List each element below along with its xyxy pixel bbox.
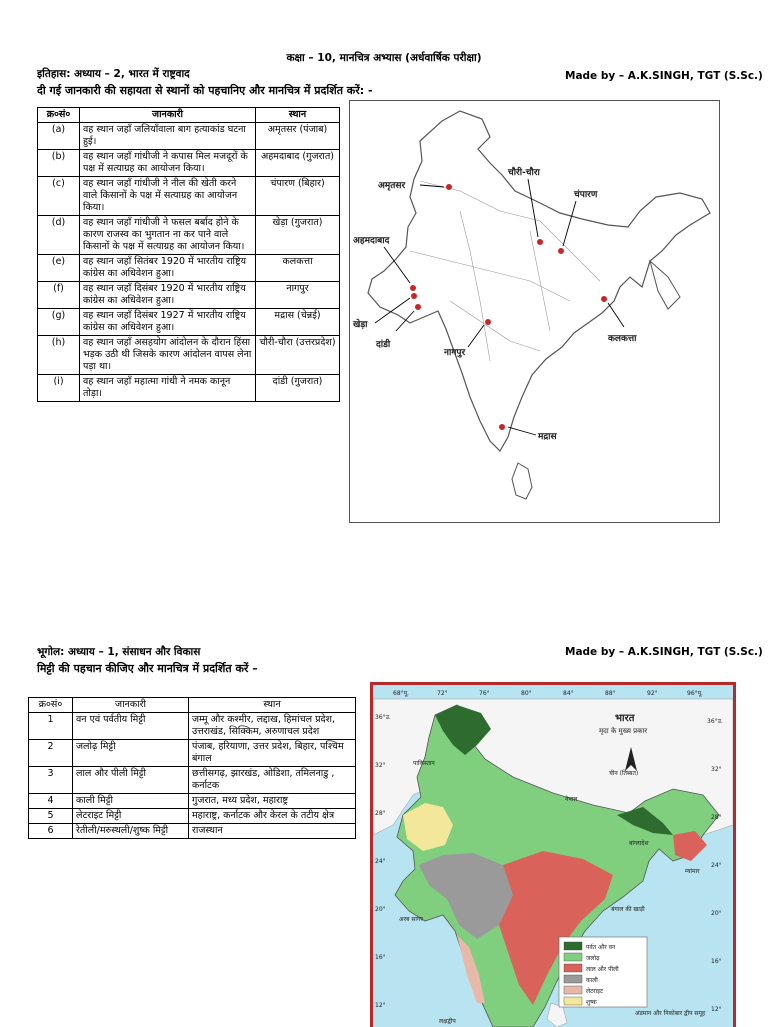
table-row: [38, 255, 340, 282]
row-place: पंजाब, हरियाणा, उत्तर प्रदेश, बिहार, पश्चिम बंगाल: [189, 740, 356, 767]
header-place: स्थान: [189, 698, 356, 713]
right-tick: 12°: [711, 1006, 722, 1013]
row-sn: (b): [38, 150, 80, 177]
header-place: स्थान: [256, 108, 340, 123]
dot-ahmedabad: [410, 285, 416, 291]
dot-kheda: [411, 293, 417, 299]
row-info: वह स्थान जहाँ महात्मा गांधी ने नमक कानून तोड़ा।: [80, 375, 256, 402]
label-madras: मद्रास: [538, 432, 557, 442]
right-tick: 32°: [711, 766, 722, 773]
table-row: [38, 177, 340, 216]
label-amritsar: अमृतसर: [378, 181, 406, 191]
table-row: [38, 309, 340, 336]
dot-chauri: [537, 239, 543, 245]
table-row: [29, 824, 356, 839]
left-tick: 36°उ.: [375, 714, 391, 721]
label-champaran: चंपारण: [574, 190, 598, 200]
table-row: [29, 767, 356, 794]
india-outline-svg: [350, 101, 719, 522]
row-place: मद्रास (चेन्नई): [256, 309, 340, 336]
row-sn: (i): [38, 375, 80, 402]
label-bangladesh: बांग्लादेश: [629, 840, 649, 847]
row-place: गुजरात, मध्य प्रदेश, महाराष्ट्र: [189, 794, 356, 809]
row-place: छत्तीसगढ़, झारखंड, ओडिशा, तमिलनाडु , कर्नाटक: [189, 767, 356, 794]
top-tick: 68°पू.: [393, 690, 409, 697]
left-tick: 28°: [375, 810, 386, 817]
geography-instruction: मिट्टी की पहचान कीजिए और मानचित्र में प्रदर्शित करें –: [37, 662, 258, 675]
header-info: जानकारी: [80, 108, 256, 123]
row-info: लाल और पीली मिट्टी: [73, 767, 189, 794]
right-tick: 20°: [711, 910, 722, 917]
row-place: चंपारण (बिहार): [256, 177, 340, 216]
row-info: वह स्थान जहाँ असहयोग आंदोलन के दौरान हिंसा भड़क उठी थी जिसके कारण आंदोलन वापस लेना पड़ा था।: [80, 336, 256, 375]
page-title: कक्षा – 10, मानचित्र अभ्यास (अर्धवार्षिक परीक्षा): [286, 52, 482, 64]
label-kheda: खेड़ा: [353, 320, 368, 330]
right-tick: 36°उ.: [707, 718, 723, 725]
dot-dandi: [415, 304, 421, 310]
row-place: जम्मू और कश्मीर, लद्दाख, हिमांचल प्रदेश, उत्तराखंड, सिक्किम, अरुणाचल प्रदेश: [189, 713, 356, 740]
label-chauri: चौरी-चौरा: [508, 168, 540, 178]
row-sn: 2: [29, 740, 73, 767]
dot-nagpur: [485, 319, 491, 325]
legend-swatch: [564, 997, 582, 1005]
label-myanmar: म्यांमार: [685, 868, 700, 875]
row-place: महाराष्ट्र, कर्नाटक और केरल के तटीय क्षेत्र: [189, 809, 356, 824]
soil-map-subtitle: मृदा के मुख्य प्रकार: [599, 727, 648, 735]
top-tick: 88°: [605, 690, 616, 697]
soil-table: [28, 697, 356, 839]
table-row: [38, 123, 340, 150]
row-info: वह स्थान जहाँ जलियाँवाला बाग हत्याकांड घटना हुई।: [80, 123, 256, 150]
row-place: चौरी-चौरा (उत्तरप्रदेश): [256, 336, 340, 375]
table-row: [38, 282, 340, 309]
row-place: दांडी (गुजरात): [256, 375, 340, 402]
left-tick: 16°: [375, 954, 386, 961]
top-tick: 92°: [647, 690, 658, 697]
left-tick: 12°: [375, 1002, 386, 1009]
row-info: वह स्थान जहाँ सितंबर 1920 में भारतीय राष्ट्रिय कांग्रेस का अधिवेशन हुआ।: [80, 255, 256, 282]
table-row: [38, 216, 340, 255]
soil-map: [370, 682, 736, 1027]
label-andaman: अंडमान और निकोबार द्वीप समूह: [635, 1010, 706, 1017]
row-info: जलोढ़ मिट्टी: [73, 740, 189, 767]
table-row: [29, 740, 356, 767]
row-place: कलकत्ता: [256, 255, 340, 282]
legend-label: लेटराइट: [586, 988, 604, 995]
row-info: वह स्थान जहाँ दिसंबर 1927 में भारतीय राष्ट्रिय कांग्रेस का अधिवेशन हुआ।: [80, 309, 256, 336]
row-sn: (h): [38, 336, 80, 375]
table-header-row: [38, 108, 340, 123]
soil-map-title: भारत: [615, 713, 635, 724]
row-sn: (g): [38, 309, 80, 336]
top-tick: 96°पू.: [687, 690, 703, 697]
legend-swatch: [564, 964, 582, 972]
legend-label: शुष्क: [586, 999, 597, 1006]
label-nagpur: नागपुर: [444, 348, 466, 358]
row-info: रेतीली/मरुस्थली/शुष्क मिट्टी: [73, 824, 189, 839]
label-arabian-sea: अरब सागर: [399, 916, 423, 923]
history-section-title: इतिहास: अध्याय – 2, भारत में राष्ट्रवाद: [37, 68, 190, 80]
legend-label: लाल और पीली: [586, 966, 619, 973]
header-sn: क्र०सं०: [29, 698, 73, 713]
row-place: अमृतसर (पंजाब): [256, 123, 340, 150]
label-nepal: नेपाल: [565, 796, 578, 803]
table-row: [38, 336, 340, 375]
right-tick: 16°: [711, 958, 722, 965]
table-row: [38, 150, 340, 177]
top-tick: 84°: [563, 690, 574, 697]
table-header-row: [29, 698, 356, 713]
label-ahmedabad: अहमदाबाद: [353, 236, 390, 246]
table-row: [38, 375, 340, 402]
right-tick: 28°: [711, 814, 722, 821]
row-sn: (d): [38, 216, 80, 255]
top-tick: 72°: [437, 690, 448, 697]
legend-swatch: [564, 986, 582, 994]
top-tick: 76°: [479, 690, 490, 697]
soil-legend: [559, 937, 647, 1007]
row-place: खेड़ा (गुजरात): [256, 216, 340, 255]
legend-label: पर्वत और वन: [586, 944, 616, 951]
row-sn: (f): [38, 282, 80, 309]
row-info: वह स्थान जहाँ गांधीजी ने नील की खेती करने वाले किसानों के पक्ष में सत्याग्रह का आयोजन किया।: [80, 177, 256, 216]
dot-amritsar: [446, 184, 452, 190]
geography-made-by: Made by – A.K.SINGH, TGT (S.Sc.): [565, 646, 763, 658]
row-sn: (a): [38, 123, 80, 150]
row-info: वह स्थान जहाँ गांधीजी ने कपास मिल मजदूरों के पक्ष में सत्याग्रह का आयोजन किया।: [80, 150, 256, 177]
history-table: [37, 107, 340, 402]
label-pakistan: पाकिस्तान: [413, 760, 435, 767]
label-dandi: दांडी: [376, 340, 391, 350]
dot-champaran: [558, 248, 564, 254]
row-sn: 3: [29, 767, 73, 794]
geography-section-title: भूगोल: अध्याय – 1, संसाधन और विकास: [37, 646, 201, 658]
header-info: जानकारी: [73, 698, 189, 713]
row-sn: 6: [29, 824, 73, 839]
legend-swatch: [564, 975, 582, 983]
right-tick: 24°: [711, 862, 722, 869]
row-sn: 1: [29, 713, 73, 740]
row-place: नागपुर: [256, 282, 340, 309]
legend-label: काली: [586, 977, 598, 984]
label-lakshadweep: लक्षद्वीप: [439, 1018, 456, 1025]
label-bay-of-bengal: बंगाल की खाड़ी: [611, 906, 645, 913]
legend-swatch: [564, 953, 582, 961]
row-sn: 4: [29, 794, 73, 809]
table-row: [29, 809, 356, 824]
legend-label: जलोढ़: [586, 955, 600, 962]
row-place: राजस्थान: [189, 824, 356, 839]
row-info: वह स्थान जहाँ गांधीजी ने फसल बर्बाद होने के कारण राजस्व का भुगतान ना कर पाने वाले किसानों के पक्ष में सत्याग्रह का आयोजन किया।: [80, 216, 256, 255]
table-row: [29, 794, 356, 809]
top-tick: 80°: [521, 690, 532, 697]
row-sn: (e): [38, 255, 80, 282]
dot-madras: [499, 424, 505, 430]
legend-swatch: [564, 942, 582, 950]
row-place: अहमदाबाद (गुजरात): [256, 150, 340, 177]
table-row: [29, 713, 356, 740]
label-china: चीन (तिब्बत): [609, 770, 639, 777]
history-instruction: दी गई जानकारी की सहायता से स्थानों को पहचानिए और मानचित्र में प्रदर्शित करें: -: [37, 84, 373, 97]
left-tick: 32°: [375, 762, 386, 769]
left-tick: 20°: [375, 906, 386, 913]
label-kolkata: कलकत्ता: [608, 334, 637, 344]
row-sn: (c): [38, 177, 80, 216]
header-sn: क्र०सं०: [38, 108, 80, 123]
row-info: लेटराइट मिट्टी: [73, 809, 189, 824]
made-by-label: Made by – A.K.SINGH, TGT (S.Sc.): [565, 70, 763, 82]
india-outline-map: [349, 100, 720, 523]
soil-map-svg: [373, 685, 733, 1027]
left-tick: 24°: [375, 858, 386, 865]
row-info: काली मिट्टी: [73, 794, 189, 809]
row-info: वह स्थान जहाँ दिसंबर 1920 में भारतीय राष्ट्रिय कांग्रेस का अधिवेशन हुआ।: [80, 282, 256, 309]
row-info: वन एवं पर्वतीय मिट्टी: [73, 713, 189, 740]
row-sn: 5: [29, 809, 73, 824]
dot-kolkata: [601, 296, 607, 302]
